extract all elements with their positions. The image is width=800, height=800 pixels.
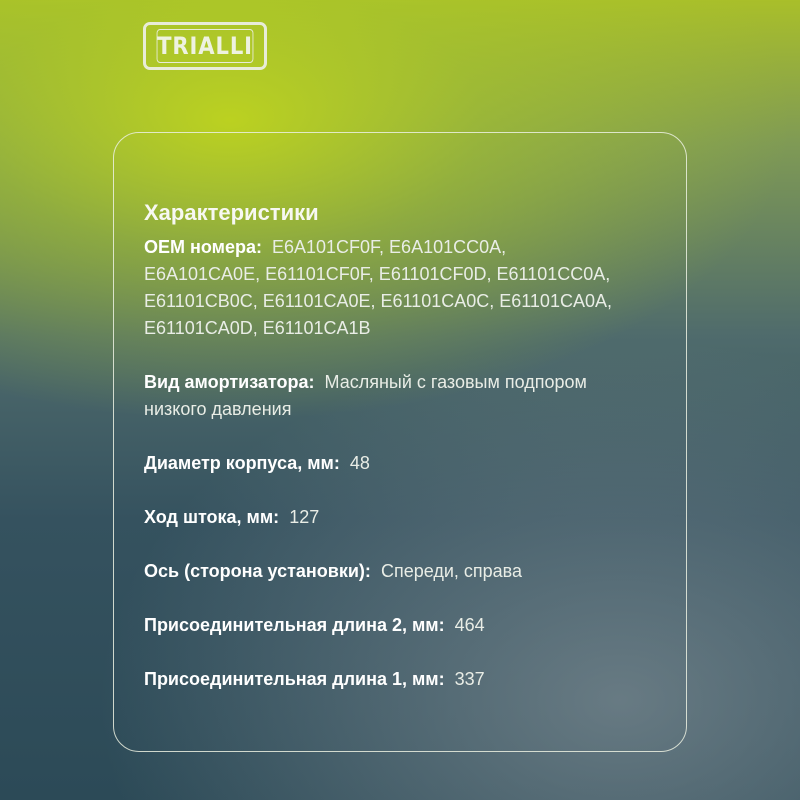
spec-value: 127	[289, 507, 320, 527]
spec-value: 464	[454, 615, 485, 635]
brand-logo-text: TRIALLI	[157, 29, 254, 63]
specs-content	[144, 198, 614, 693]
spec-label: OEM номера:	[144, 237, 262, 257]
spec-damper-type	[144, 369, 614, 423]
spec-oem-numbers	[144, 234, 614, 342]
spec-label: Диаметр корпуса, мм:	[144, 453, 340, 473]
spec-mount-length-1	[144, 666, 614, 693]
spec-body-diameter	[144, 450, 614, 477]
specs-heading: Характеристики	[144, 200, 319, 225]
spec-value: Спереди, справа	[380, 561, 523, 581]
spec-value: 48	[349, 453, 370, 473]
spec-label: Присоединительная длина 1, мм:	[144, 669, 445, 689]
spec-rod-stroke	[144, 504, 614, 531]
spec-value: E6A101CF0F, E6A101CC0A, E6A101CA0E, E61101CF0F, E61101CF0D, E61101CC0A, E61101CB0C, E61101CA0E, E61101CA0C, E61101CA0A, E61101CA0D, E61101CA1B	[144, 237, 612, 338]
spec-label: Ось (сторона установки):	[144, 561, 371, 581]
spec-mount-length-2	[144, 612, 614, 639]
brand-logo	[143, 22, 267, 70]
spec-axle-side	[144, 558, 614, 585]
spec-label: Вид амортизатора:	[144, 372, 315, 392]
spec-value: Масляный с газовым подпором низкого давления	[144, 372, 587, 419]
spec-label: Присоединительная длина 2, мм:	[144, 615, 445, 635]
spec-label: Ход штока, мм:	[144, 507, 280, 527]
spec-value: 337	[454, 669, 485, 689]
